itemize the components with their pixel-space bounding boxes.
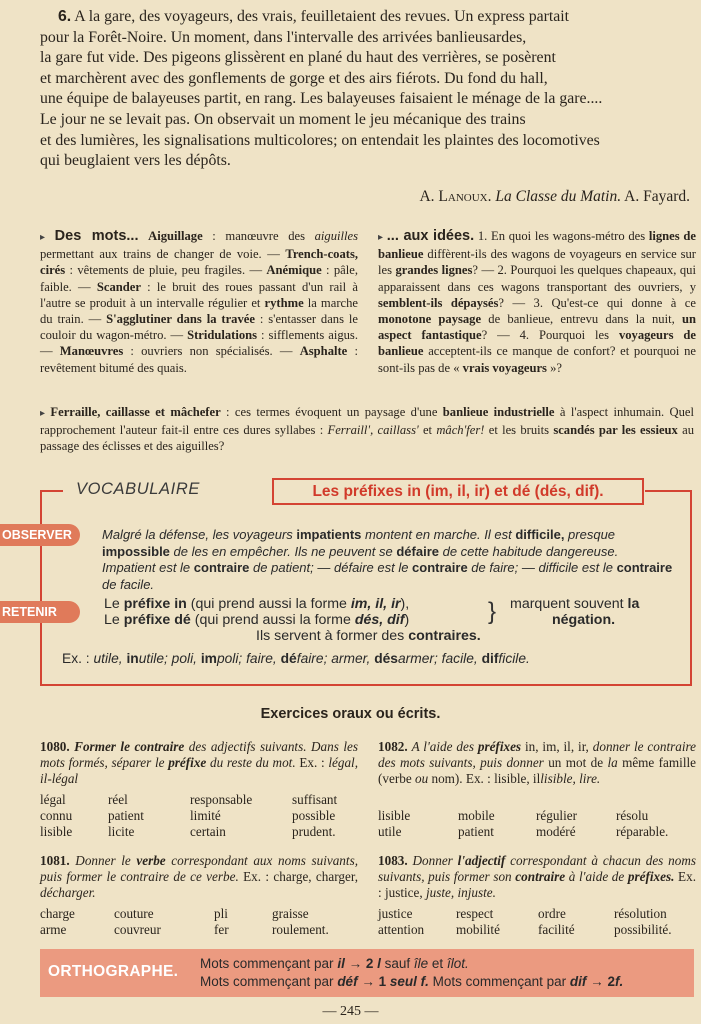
exercises-title: Exercices oraux ou écrits.: [260, 706, 441, 722]
ferraille-note: ▸ Ferraille, caillasse et mâchefer : ces termes évoquent un paysage d'une banlieue industrielle à l'aspect inhumain. Quel rapprochement l'auteur fait-il entre ces dures syllabes : Ferraill', caillass' et mâch'fer! et les bruits scandés par les essieux au passage des éclisses et des aiguilles?: [40, 405, 695, 454]
orthographe-rule-il: Mots commençant par il → 2 l sauf île et îlot.: [200, 956, 469, 971]
arrow-icon: ▸: [378, 232, 384, 243]
exercise-1081-words: charge couture pli graisse arme couvreur fer roulement.: [40, 906, 329, 937]
retenir-rule: Le préfixe in (qui prend aussi la forme im, il, ir), Le préfixe dé (qui prend aussi la forme dés, dif) } marquent souvent la négation. Ils servent à former des contraires.: [104, 596, 640, 644]
passage-line: qui beuglaient vers les dépôts.: [40, 152, 231, 170]
passage-line: et des lumières, les signalisations multicolores; on entendait les plaintes des locomotives: [40, 131, 600, 149]
observer-tag: OBSERVER: [0, 524, 80, 546]
orthographe-box: [40, 949, 694, 997]
author: Lanoux.: [438, 188, 492, 205]
passage-line: pour la Forêt-Noire. Un moment, dans l'intervalle des arrivées banlieusardes,: [40, 28, 527, 46]
passage-line: A la gare, des voyageurs, des vrais, feuilletaient des revues. Un express partait: [74, 8, 570, 25]
passage-source: A. Lanoux. La Classe du Matin. A. Fayard.: [419, 188, 690, 205]
reading-passage: [40, 7, 694, 172]
exercise-1080-words: légal réel responsable suffisant connu patient limité possible lisible licite certain prudent.: [40, 792, 338, 839]
passage-line: la gare fut vide. Des pigeons glissèrent en plané du haut des verrières, se posèrent: [40, 49, 556, 67]
aux-idees-questions: ▸ ... aux idées. 1. En quoi les wagons-métro des lignes de banlieue diffèrent-ils des wagons de voyageurs en service sur les grandes lignes? — 2. Pourquoi les quelques chapeaux, qui apparaissent dans ces wagons transportant des ouvriers, y semblent-ils dépaysés? — 3. Qu'est-ce qui donne à ce monotone paysage de banlieue, entrevu dans la nuit, un aspect fantastique? — 4. Pourquoi les voyageurs de banlieue acceptent-ils ce manque de confort? et pourquoi ne sont-ils pas de « vrais voyageurs »?: [378, 228, 696, 375]
observer-text: Malgré la défense, les voyageurs impatients montent en marche. Il est difficile, presque impossible de les en empêcher. Ils ne peuvent se défaire de cette habitude dangereuse. Impatient est le contraire de patient; — défaire est le contraire de faire; — difficile est le contraire de facile.: [102, 527, 673, 592]
exercise-1082-words: lisible mobile régulier résolu utile patient modéré réparable.: [378, 808, 669, 839]
passage-line: et marchèrent avec des gonflements de gorge et des airs fiérots. Du fond du hall,: [40, 69, 548, 87]
exercise-1082: 1082. A l'aide des préfixes in, im, il, ir, donner le contraire des mots suivants, puis donner un mot de la même famille (verbe ou nom). Ex. : lisible, illisible, lire.: [378, 739, 697, 786]
orthographe-label: ORTHOGRAPHE.: [48, 963, 179, 980]
orthographe-rule-def-dif: Mots commençant par déf → 1 seul f. Mots commençant par dif → 2f.: [200, 974, 624, 989]
exercise-1080: 1080. Former le contraire des adjectifs suivants. Dans les mots formés, séparer le préfixe du reste du mot. Ex. : légal, il-légal: [40, 739, 359, 786]
exercise-1083: 1083. Donner l'adjectif correspondant à chacun des noms suivants, puis former son contraire à l'aide de préfixes. Ex. : justice, juste, injuste.: [378, 853, 697, 900]
vocabulary-label: VOCABULAIRE: [76, 480, 200, 498]
exercise-1083-words: justice respect ordre résolution attention mobilité facilité possibilité.: [378, 906, 672, 937]
page-number: — 245 —: [322, 1004, 379, 1019]
vocabulary-examples: Ex. : utile, inutile; poli, impoli; faire, défaire; armer, désarmer; facile, difficile.: [62, 651, 530, 666]
passage-line: une équipe de balayeuses partit, en rang. Les balayeuses faisaient le ménage de la gare....: [40, 90, 603, 108]
retenir-tag: RETENIR: [0, 601, 80, 623]
glossary-heading: Des mots...: [54, 228, 139, 244]
passage-number: 6.: [58, 8, 72, 25]
arrow-icon: ▸: [40, 232, 46, 243]
work-title: La Classe du Matin.: [495, 188, 622, 205]
publisher: A. Fayard.: [624, 188, 690, 205]
vocabulary-title: Les préfixes in (im, il, ir) et dé (dés, dif).: [272, 478, 644, 505]
des-mots-glossary: ▸ Des mots... Aiguillage : manœuvre des aiguilles permettant aux trains de changer de voie. — Trench-coats, cirés : vêtements de pluie, peu fragiles. — Anémique : pâle, faible. — Scander : le bruit des roues passant d'un rail à l'autre se produit à un intervalle régulier et rythme la marche du train. — S'agglutiner dans la travée : s'entasser dans le couloir du wagon-métro. — Stridulations : sifflements aigus. — Manœuvres : ouvriers non spécialisés. — Asphalte : revêtement bitumé des quais.: [40, 228, 359, 375]
passage-line: Le jour ne se levait pas. On observait un moment le jeu mécanique des trains: [40, 110, 526, 128]
questions-heading: ... aux idées.: [386, 228, 475, 244]
exercise-1081: 1081. Donner le verbe correspondant aux noms suivants, puis former le contraire de ce verbe. Ex. : charge, charger, décharger.: [40, 853, 358, 900]
